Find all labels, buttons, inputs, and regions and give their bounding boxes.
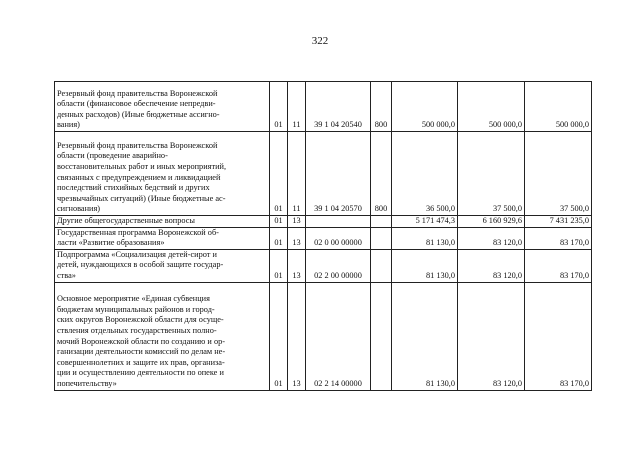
subsection-code-cell: 13	[288, 282, 306, 390]
section-code-cell: 01	[270, 82, 288, 132]
amount-year2-cell: 83 120,0	[458, 282, 525, 390]
row-name-line: ции и осуществлению деятельности по опеке и	[57, 368, 224, 378]
budget-table	[54, 81, 592, 391]
page-number: 322	[311, 35, 329, 47]
expense-type-cell	[371, 227, 392, 249]
section-code-cell: 01	[270, 227, 288, 249]
target-article-cell: 02 0 00 00000	[306, 227, 371, 249]
table-row	[55, 282, 592, 390]
amount-year1-cell: 500 000,0	[392, 82, 458, 132]
row-name-line: Резервный фонд правительства Воронежской	[57, 88, 218, 98]
amount-year1-cell: 81 130,0	[392, 249, 458, 282]
subsection-code-cell: 11	[288, 82, 306, 132]
row-name	[55, 249, 270, 282]
expense-type-cell: 800	[371, 132, 392, 216]
subsection-code-cell: 13	[288, 216, 306, 228]
amount-year2-cell: 500 000,0	[458, 82, 525, 132]
row-name-line: совершеннолетних и защите их прав, организа-	[57, 357, 225, 367]
amount-year3-cell: 37 500,0	[525, 132, 592, 216]
amount-year3-cell: 83 170,0	[525, 282, 592, 390]
row-name-line: Резервный фонд правительства Воронежской	[57, 140, 218, 150]
table-row	[55, 249, 592, 282]
row-name-line: ганизации деятельности комиссий по делам не-	[57, 347, 226, 357]
section-code-cell: 01	[270, 282, 288, 390]
target-article-cell: 39 1 04 20540	[306, 82, 371, 132]
target-article-cell: 39 1 04 20570	[306, 132, 371, 216]
row-name-line: последствий стихийных бедствий и других	[57, 183, 210, 193]
expense-type-cell	[371, 249, 392, 282]
row-name-line: Государственная программа Воронежской об-	[57, 227, 219, 237]
expense-type-cell	[371, 216, 392, 228]
row-name	[55, 227, 270, 249]
row-name	[55, 82, 270, 132]
row-name-line: мочий Воронежской области по созданию и ор-	[57, 336, 226, 346]
expense-type-cell	[371, 282, 392, 390]
amount-year2-cell: 37 500,0	[458, 132, 525, 216]
amount-year3-cell: 83 170,0	[525, 249, 592, 282]
section-code-cell: 01	[270, 249, 288, 282]
row-name-line: бюджетам муниципальных районов и город-	[57, 304, 215, 314]
row-name-line: сигнования)	[57, 204, 101, 214]
row-name-line: вания)	[57, 120, 80, 130]
expense-type-cell: 800	[371, 82, 392, 132]
row-name-line: ласти «Развитие образования»	[57, 238, 165, 248]
table-row	[55, 82, 592, 132]
row-name-line: детей, нуждающихся в особой защите государ-	[57, 260, 224, 270]
row-name-line: области (финансовое обеспечение непредви-	[57, 99, 216, 109]
row-name-line: денных расходов) (Иные бюджетные ассигно-	[57, 109, 220, 119]
row-name	[55, 216, 270, 228]
table-row	[55, 216, 592, 228]
amount-year2-cell: 6 160 929,6	[458, 216, 525, 228]
row-name-line: ства»	[57, 270, 76, 280]
row-name-line: Основное мероприятие «Единая субвенция	[57, 294, 210, 304]
target-article-cell: 02 2 14 00000	[306, 282, 371, 390]
row-name-line: области (проведение аварийно-	[57, 151, 168, 161]
table-row	[55, 132, 592, 216]
row-name-line: Другие общегосударственные вопросы	[57, 216, 195, 225]
row-name-line: попечительству»	[57, 378, 117, 388]
amount-year1-cell: 81 130,0	[392, 282, 458, 390]
amount-year2-cell: 83 120,0	[458, 227, 525, 249]
amount-year2-cell: 83 120,0	[458, 249, 525, 282]
amount-year3-cell: 83 170,0	[525, 227, 592, 249]
section-code-cell: 01	[270, 216, 288, 228]
target-article-cell	[306, 216, 371, 228]
row-name-line: связанных с предупреждением и ликвидацией	[57, 172, 221, 182]
amount-year3-cell: 500 000,0	[525, 82, 592, 132]
table-row	[55, 227, 592, 249]
row-name-line: Подпрограмма «Социализация детей-сирот и	[57, 249, 217, 259]
row-name-line: ствления отдельных государственных полно-	[57, 326, 217, 335]
amount-year1-cell: 5 171 474,3	[392, 216, 458, 228]
row-name-line: чрезвычайных ситуаций) (Иные бюджетные ас-	[57, 193, 226, 203]
target-article-cell: 02 2 00 00000	[306, 249, 371, 282]
section-code-cell: 01	[270, 132, 288, 216]
subsection-code-cell: 13	[288, 249, 306, 282]
amount-year3-cell: 7 431 235,0	[525, 216, 592, 228]
amount-year1-cell: 36 500,0	[392, 132, 458, 216]
subsection-code-cell: 13	[288, 227, 306, 249]
subsection-code-cell: 11	[288, 132, 306, 216]
row-name-line: ских округов Воронежской области для осуще-	[57, 315, 224, 325]
row-name-line: восстановительных работ и иных мероприятий,	[57, 162, 227, 172]
row-name	[55, 132, 270, 216]
amount-year1-cell: 81 130,0	[392, 227, 458, 249]
row-name	[55, 282, 270, 390]
